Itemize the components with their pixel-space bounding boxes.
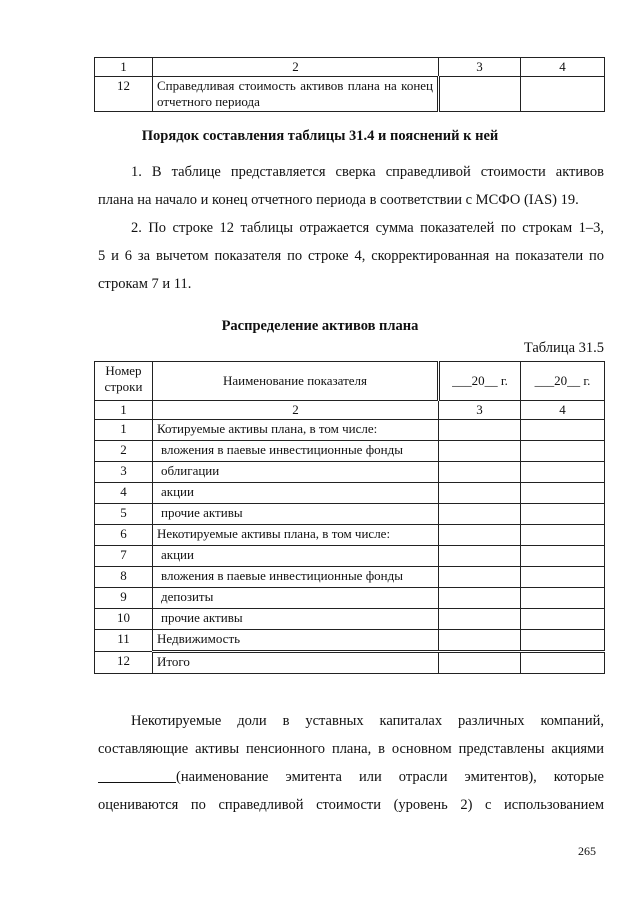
table-row <box>95 588 605 609</box>
row-number: 11 <box>95 630 153 652</box>
numbering-cell: 3 <box>439 401 521 420</box>
row-name: акции <box>153 546 439 567</box>
table-31-5 <box>94 361 605 674</box>
header-col4: ___20__ г. <box>521 362 605 401</box>
value-cell <box>521 546 605 567</box>
value-cell <box>521 652 605 674</box>
row-name: прочие активы <box>153 504 439 525</box>
row-number: 6 <box>95 525 153 546</box>
table-row <box>95 77 605 112</box>
value-cell <box>521 441 605 462</box>
value-cell <box>439 567 521 588</box>
value-cell <box>521 609 605 630</box>
row-number: 1 <box>95 420 153 441</box>
row-number: 12 <box>95 77 153 112</box>
row-number: 12 <box>95 652 153 674</box>
header-cell: 4 <box>521 58 605 77</box>
closing-line-1: Некотируемые доли в уставных капиталах различных компаний, <box>131 713 604 729</box>
header-name: Наименование показателя <box>153 362 439 401</box>
table-row <box>95 546 605 567</box>
row-number: 8 <box>95 567 153 588</box>
value-cell <box>521 504 605 525</box>
row-name: вложения в паевые инвестиционные фонды <box>153 441 439 462</box>
page-number: 265 <box>578 844 596 858</box>
value-cell <box>521 483 605 504</box>
value-cell <box>439 504 521 525</box>
row-name: акции <box>153 483 439 504</box>
row-number: 7 <box>95 546 153 567</box>
row-name: Недвижимость <box>153 630 439 652</box>
paragraph-1-line-2: плана на начало и конец отчетного периода в соответствии с МСФО (IAS) 19. <box>98 192 579 208</box>
value-cell <box>439 77 521 112</box>
value-cell <box>521 630 605 652</box>
table-header-row <box>95 362 605 401</box>
paragraph-1-line-1: 1. В таблице представляется сверка справедливой стоимости активов <box>131 164 604 180</box>
row-name: Справедливая стоимость активов плана на конец отчетного периода <box>153 77 439 112</box>
header-cell: 3 <box>439 58 521 77</box>
value-cell <box>521 77 605 112</box>
row-name: депозиты <box>153 588 439 609</box>
value-cell <box>521 525 605 546</box>
header-cell: 1 <box>95 58 153 77</box>
value-cell <box>439 630 521 652</box>
row-name: прочие активы <box>153 609 439 630</box>
value-cell <box>521 420 605 441</box>
row-number: 2 <box>95 441 153 462</box>
table-row <box>95 483 605 504</box>
row-name: вложения в паевые инвестиционные фонды <box>153 567 439 588</box>
row-name: Котируемые активы плана, в том числе: <box>153 420 439 441</box>
table-31-4-fragment <box>94 57 605 112</box>
table-row <box>95 630 605 652</box>
row-name: облигации <box>153 462 439 483</box>
paragraph-2-line-1: 2. По строке 12 таблицы отражается сумма показателей по строкам 1–3, <box>131 220 604 236</box>
table-row <box>95 652 605 674</box>
table-row <box>95 525 605 546</box>
closing-line-3: (наименование эмитента или отрасли эмитентов), которые <box>98 763 604 791</box>
row-number: 10 <box>95 609 153 630</box>
section-title: Порядок составления таблицы 31.4 и пояснений к ней <box>141 128 499 144</box>
numbering-row <box>95 401 605 420</box>
value-cell <box>439 652 521 674</box>
value-cell <box>439 420 521 441</box>
numbering-cell: 2 <box>153 401 439 420</box>
closing-line-4: оцениваются по справедливой стоимости (уровень 2) с использованием <box>98 797 604 813</box>
value-cell <box>439 483 521 504</box>
table-header-row <box>95 58 605 77</box>
header-cell: 2 <box>153 58 439 77</box>
paragraph-2-line-3: строкам 7 и 11. <box>98 276 192 292</box>
value-cell <box>521 567 605 588</box>
numbering-cell: 4 <box>521 401 605 420</box>
header-col3: ___20__ г. <box>439 362 521 401</box>
table-title: Распределение активов плана <box>221 318 419 334</box>
paragraph-2-line-2: 5 и 6 за вычетом показателя по строке 4, скорректированная на показатели по <box>98 248 604 264</box>
value-cell <box>521 588 605 609</box>
row-number: 4 <box>95 483 153 504</box>
value-cell <box>521 462 605 483</box>
row-number: 5 <box>95 504 153 525</box>
table-row <box>95 441 605 462</box>
closing-line-2: составляющие активы пенсионного плана, в основном представлены акциями <box>98 741 604 757</box>
value-cell <box>439 546 521 567</box>
row-number: 3 <box>95 462 153 483</box>
value-cell <box>439 525 521 546</box>
blank-field <box>98 770 176 783</box>
row-number: 9 <box>95 588 153 609</box>
value-cell <box>439 588 521 609</box>
value-cell <box>439 462 521 483</box>
table-label: Таблица 31.5 <box>523 340 604 356</box>
table-row <box>95 420 605 441</box>
value-cell <box>439 441 521 462</box>
value-cell <box>439 609 521 630</box>
table-row <box>95 504 605 525</box>
table-row <box>95 609 605 630</box>
table-row <box>95 462 605 483</box>
row-name: Итого <box>153 652 439 674</box>
numbering-cell: 1 <box>95 401 153 420</box>
header-number: Номер строки <box>95 362 153 401</box>
row-name: Некотируемые активы плана, в том числе: <box>153 525 439 546</box>
table-row <box>95 567 605 588</box>
